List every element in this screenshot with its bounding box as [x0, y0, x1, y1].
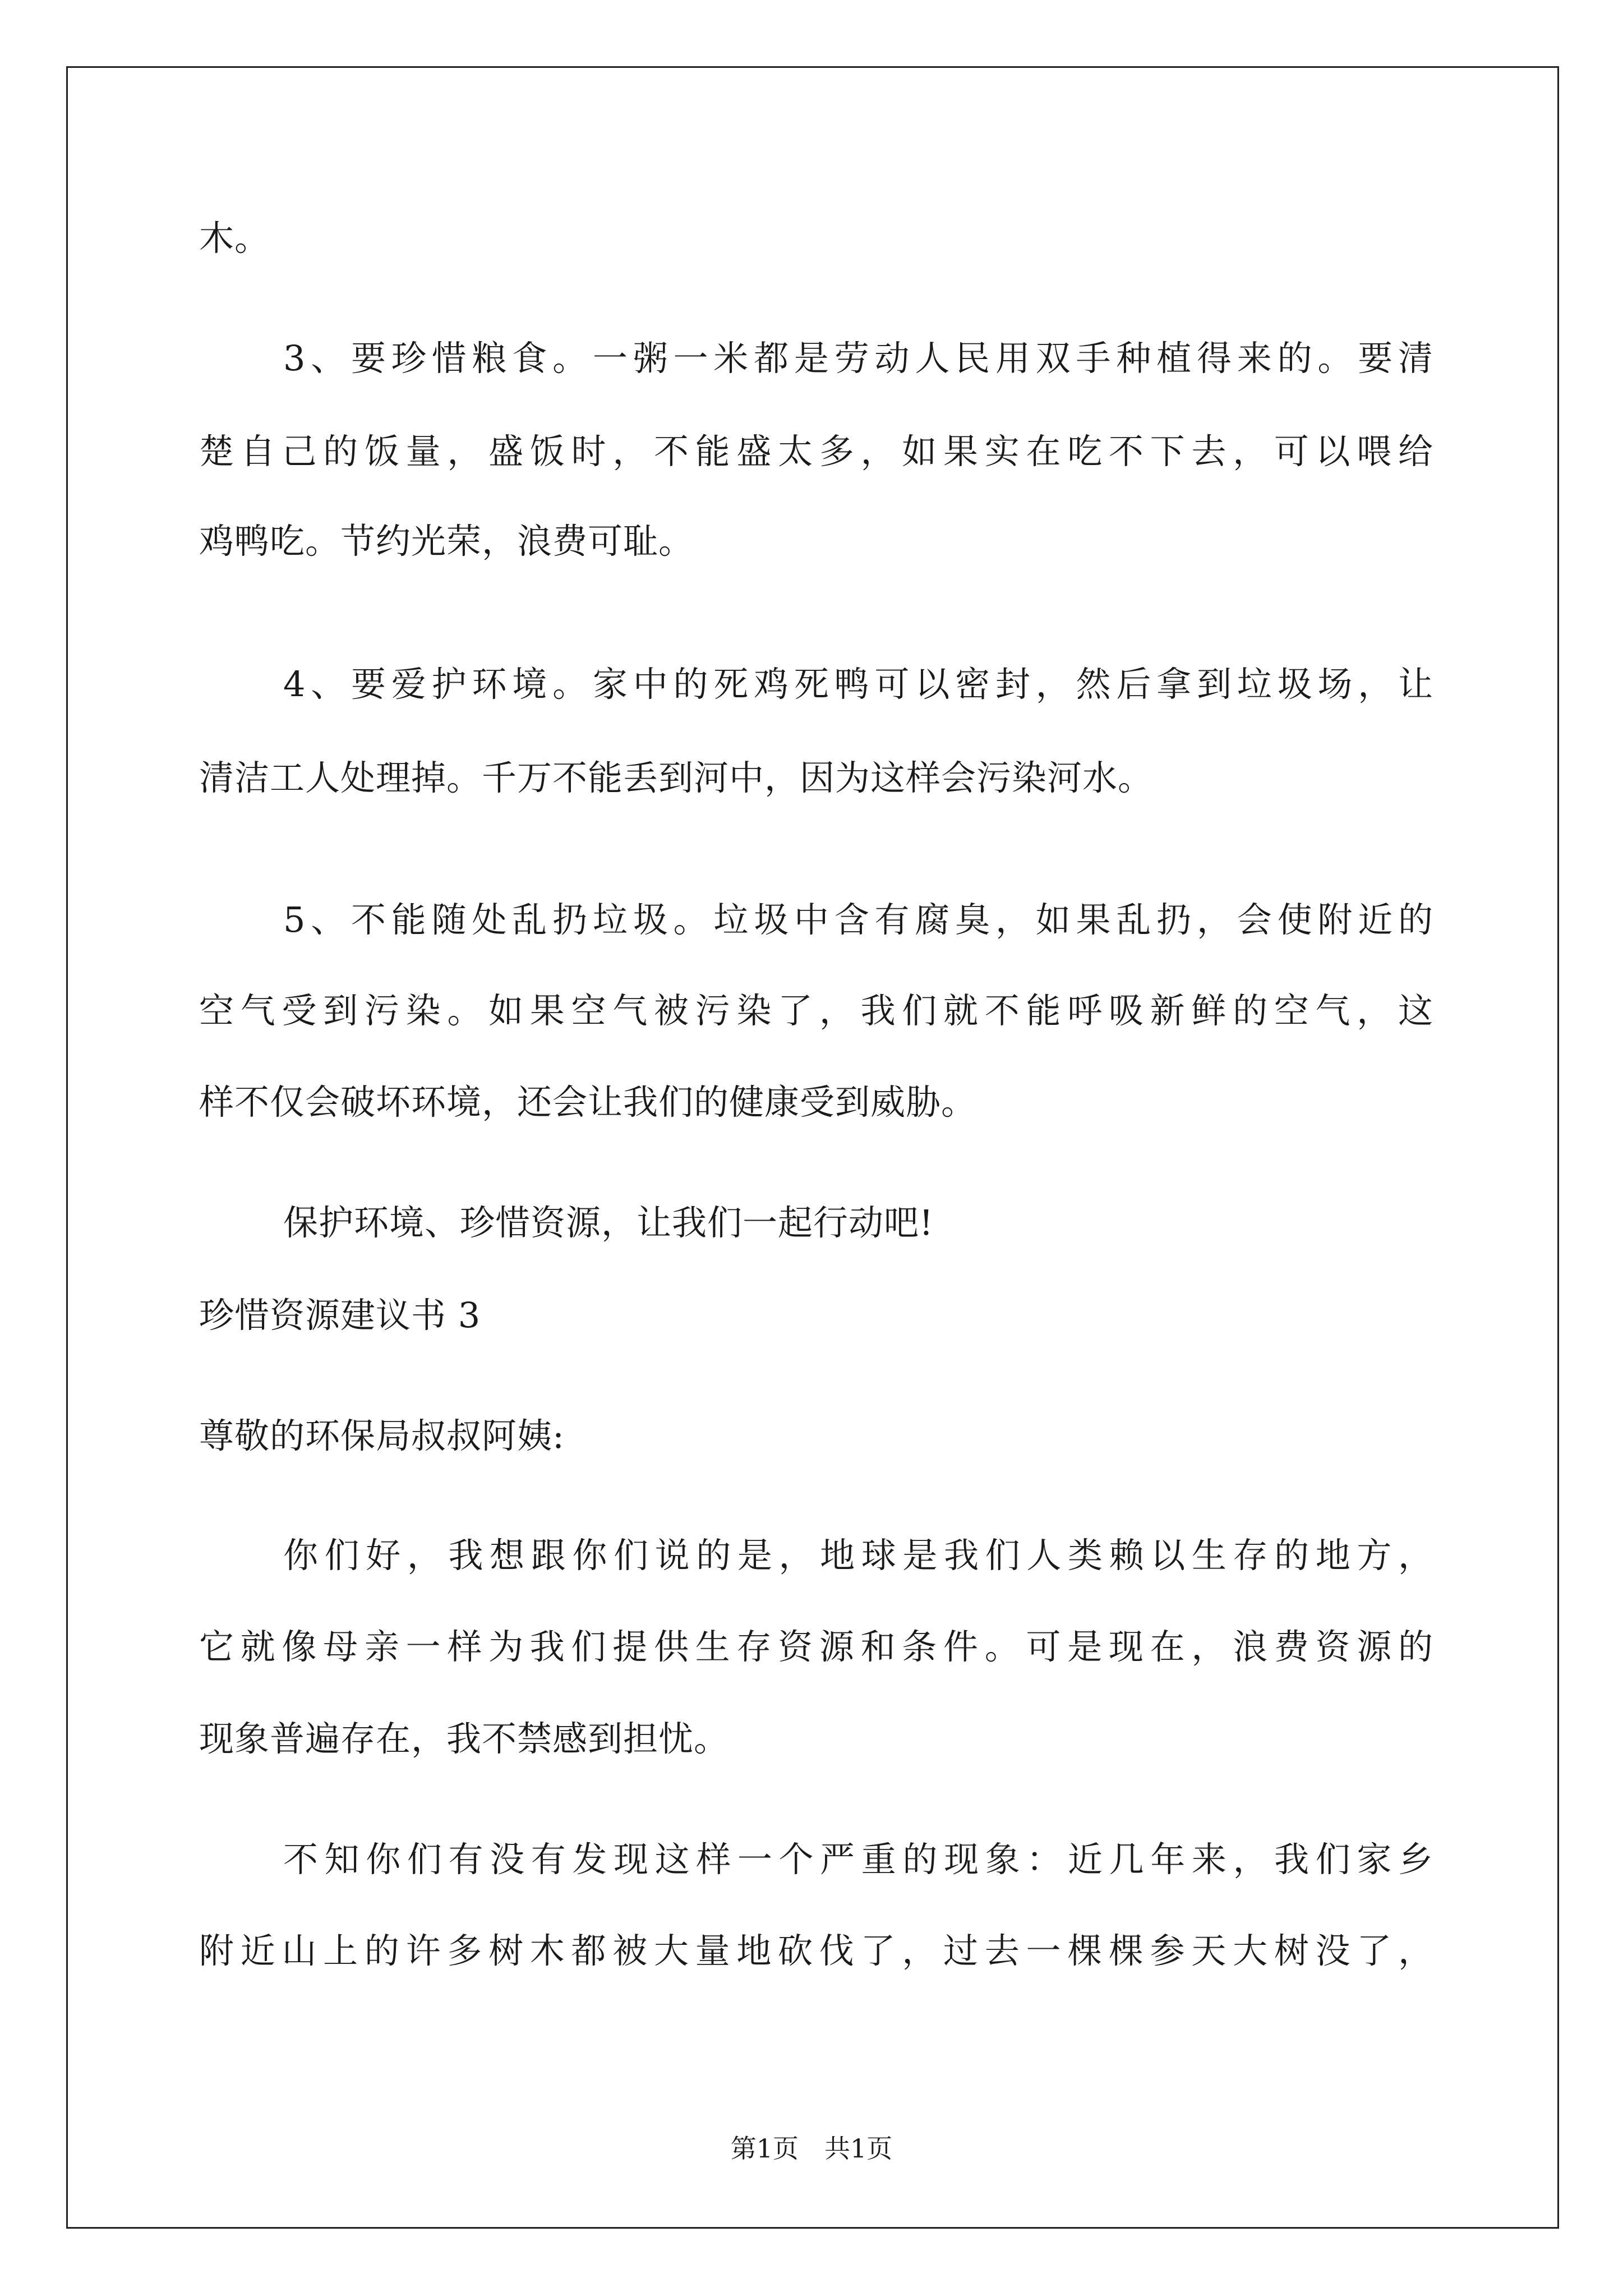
letter-paragraph-1-line-3: 现象普遍存在，我不禁感到担忧。	[199, 1718, 730, 1759]
paragraph-5-line-1: 5、不能随处乱扔垃圾。垃圾中含有腐臭，如果乱扔，会使附近的	[283, 899, 1433, 940]
paragraph-4-line-1: 4、要爱护环境。家中的死鸡死鸭可以密封，然后拿到垃圾场，让	[283, 664, 1433, 705]
letter-paragraph-2-line-1: 不知你们有没有发现这样一个严重的现象：近几年来，我们家乡	[283, 1839, 1433, 1880]
section-title: 珍惜资源建议书 3	[199, 1295, 481, 1336]
text-line: 木。	[199, 218, 270, 259]
paragraph-3-line-2: 楚自己的饭量，盛饭时，不能盛太多，如果实在吃不下去，可以喂给	[199, 431, 1433, 472]
page-footer: 第1页 共1页	[730, 2133, 893, 2164]
paragraph-5-line-2: 空气受到污染。如果空气被污染了，我们就不能呼吸新鲜的空气，这	[199, 990, 1433, 1031]
paragraph-3-line-1: 3、要珍惜粮食。一粥一米都是劳动人民用双手种植得来的。要清	[283, 338, 1433, 379]
salutation: 尊敬的环保局叔叔阿姨:	[199, 1415, 565, 1456]
paragraph-5-line-3: 样不仅会破坏环境，还会让我们的健康受到威胁。	[199, 1082, 977, 1122]
letter-paragraph-2-line-2: 附近山上的许多树木都被大量地砍伐了，过去一棵棵参天大树没了，	[199, 1930, 1433, 1971]
page-border	[66, 66, 1559, 2229]
paragraph-4-line-2: 清洁工人处理掉。千万不能丢到河中，因为这样会污染河水。	[199, 757, 1154, 798]
letter-paragraph-1-line-1: 你们好，我想跟你们说的是，地球是我们人类赖以生存的地方，	[283, 1535, 1433, 1576]
closing-line: 保护环境、珍惜资源，让我们一起行动吧!	[283, 1202, 934, 1243]
letter-paragraph-1-line-2: 它就像母亲一样为我们提供生存资源和条件。可是现在，浪费资源的	[199, 1626, 1433, 1667]
paragraph-3-line-3: 鸡鸭吃。节约光荣，浪费可耻。	[199, 521, 694, 562]
